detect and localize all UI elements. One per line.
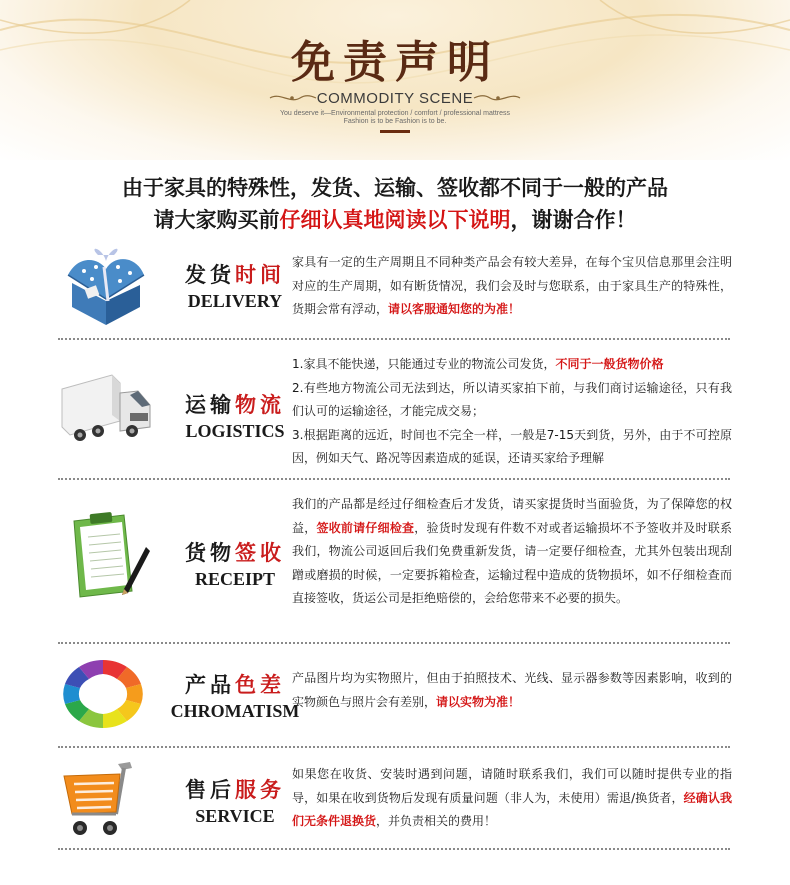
receipt-description: 我们的产品都是经过仔细检查后才发货，请买家提货时当面验货，为了保障您的权益，签收前请仔细检查，验货时发现有件数不对或者运输损坏不予签收并及时联系我们，物流公司返回后我们免费重新发货，请一定要仔细检查，尤其外包装出现刮蹭或磨损的时候，一定要拆箱检查，运输过程中造成的货物损坏，如不仔细检查而直接签收，货运公司是拒绝赔偿的，会给您带来不必要的损失。 bbox=[292, 497, 732, 605]
service-label: 售后服务 SERVICE bbox=[185, 777, 285, 826]
page-title: 免责声明 bbox=[291, 37, 499, 88]
color-wheel-icon bbox=[58, 657, 148, 747]
tagline: You deserve it—Environmental protection / comfort / professional mattress Fashion is to be Fashion is to be. bbox=[279, 110, 511, 125]
divider bbox=[58, 642, 730, 644]
header-banner bbox=[0, 0, 790, 160]
chromatism-label: 产品色差 CHROMATISM bbox=[170, 672, 300, 721]
logistics-label: 运输物流 LOGISTICS bbox=[185, 392, 285, 441]
gift-box-icon bbox=[58, 245, 148, 335]
truck-icon bbox=[58, 369, 148, 459]
divider bbox=[58, 848, 730, 850]
chromatism-description: 产品图片均为实物照片，但由于拍照技术、光线、显示器参数等因素影响，收到的实物颜色与照片会有差别，请以实物为准！ bbox=[292, 671, 732, 709]
logistics-description: 1.家具不能快递，只能通过专业的物流公司发货，不同于一般货物价格 2.有些地方物流公司无法到达，所以请买家拍下前，与我们商讨运输途径，只有我们认可的运输途径，才能完成交易； 3.根据距离的远近，时间也不完全一样，一般是7-15天到货，另外，由于不可控原因，例如天气、路况等因素造成的延误，还请买家给予理解 bbox=[292, 357, 732, 465]
delivery-description: 家具有一定的生产周期且不同种类产品会有较大差异，在每个宝贝信息那里会注明对应的生产周期，如有断货情况，我们会及时与您联系，由于家具生产的特殊性，货期会常有浮动，请以客服通知您的为准！ bbox=[292, 255, 732, 316]
divider bbox=[58, 746, 730, 748]
receipt-label: 货物签收 RECEIPT bbox=[185, 540, 285, 589]
intro-text: 由于家具的特殊性，发货、运输、签收都不同于一般的产品 请大家购买前仔细认真地阅读以下说明，谢谢合作！ bbox=[122, 176, 668, 232]
shopping-cart-icon bbox=[58, 758, 148, 848]
page-subtitle: COMMODITY SCENE bbox=[316, 90, 474, 107]
clipboard-pen-icon bbox=[58, 507, 148, 597]
divider bbox=[58, 338, 730, 340]
title-underline bbox=[380, 130, 410, 133]
service-description: 如果您在收货、安装时遇到问题，请随时联系我们，我们可以随时提供专业的指导，如果在收到货物后发现有质量问题（非人为，未使用）需退/换货者，经确认我们无条件退换货，并负责相关的费用！ bbox=[292, 767, 732, 828]
divider bbox=[58, 478, 730, 480]
delivery-label: 发货时间 DELIVERY bbox=[185, 262, 285, 311]
